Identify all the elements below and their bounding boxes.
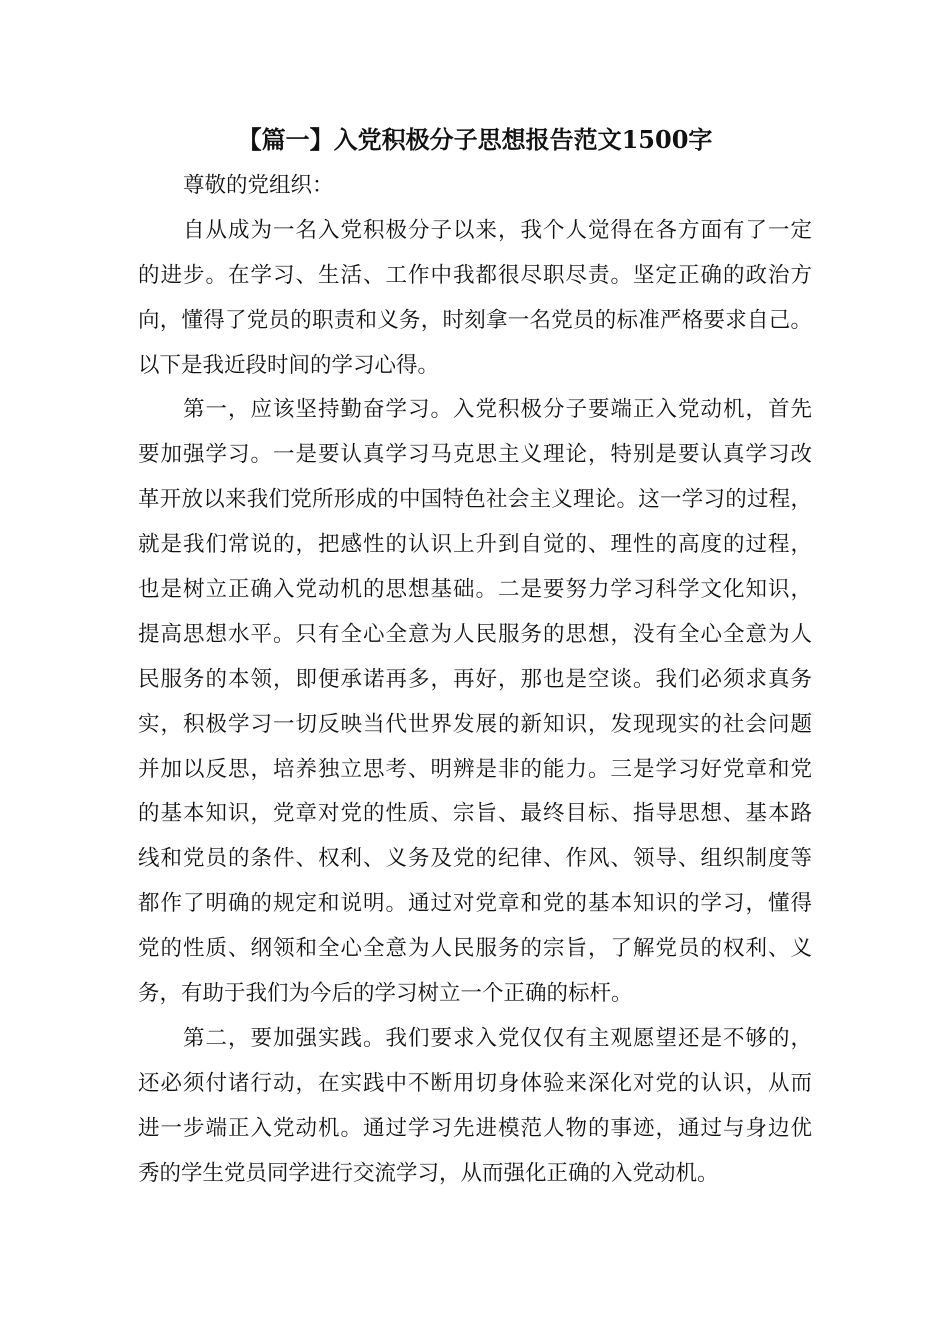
- paragraph: [138, 209, 812, 389]
- text-line: 也是树立正确入党动机的思想基础。二是要努力学习科学文化知识，: [138, 577, 812, 603]
- text-line: 就是我们常说的，把感性的认识上升到自觉的、理性的高度的过程，: [138, 532, 812, 558]
- text-line: 以下是我近段时间的学习心得。: [138, 352, 440, 378]
- text-line: 务，有助于我们为今后的学习树立一个正确的标杆。: [138, 981, 633, 1007]
- paragraphs: [138, 209, 812, 1197]
- paragraph: [138, 1017, 812, 1197]
- text-line: 党的性质、纲领和全心全意为人民服务的宗旨，了解党员的权利、义: [138, 936, 812, 962]
- text-line: 要加强学习。一是要认真学习马克思主义理论，特别是要认真学习改: [138, 442, 812, 468]
- salutation: 尊敬的党组织：: [183, 173, 334, 198]
- text-line: 提高思想水平。只有全心全意为人民服务的思想，没有全心全意为人: [138, 621, 812, 647]
- paragraph: [138, 388, 812, 1016]
- text-line: 还必须付诸行动，在实践中不断用切身体验来深化对党的认识，从而: [138, 1070, 812, 1096]
- text-line: 第一，应该坚持勤奋学习。入党积极分子要端正入党动机，首先: [183, 397, 812, 423]
- text-line: 第二，要加强实践。我们要求入党仅仅有主观愿望还是不够的，: [183, 1025, 812, 1051]
- text-line: 自从成为一名入党积极分子以来，我个人觉得在各方面有了一定: [183, 217, 812, 243]
- text-line: 并加以反思，培养独立思考、明辨是非的能力。三是学习好党章和党: [138, 756, 812, 782]
- document-title: 【篇一】入党积极分子思想报告范文1500字: [237, 125, 713, 154]
- text-line: 革开放以来我们党所形成的中国特色社会主义理论。这一学习的过程，: [138, 487, 812, 513]
- text-line: 都作了明确的规定和说明。通过对党章和党的基本知识的学习，懂得: [138, 891, 812, 917]
- text-line: 秀的学生党员同学进行交流学习，从而强化正确的入党动机。: [138, 1160, 719, 1186]
- document-body: [138, 164, 812, 1196]
- text-line: 民服务的本领，即便承诺再多，再好，那也是空谈。我们必须求真务: [138, 666, 812, 692]
- text-line: 实，积极学习一切反映当代世界发展的新知识，发现现实的社会问题: [138, 711, 812, 737]
- text-line: 线和党员的条件、权利、义务及党的纪律、作风、领导、组织制度等: [138, 846, 812, 872]
- text-line: 的基本知识，党章对党的性质、宗旨、最终目标、指导思想、基本路: [138, 801, 812, 827]
- text-line: 进一步端正入党动机。通过学习先进模范人物的事迹，通过与身边优: [138, 1115, 812, 1141]
- text-line: 向，懂得了党员的职责和义务，时刻拿一名党员的标准严格要求自己。: [138, 307, 812, 333]
- text-line: 的进步。在学习、生活、工作中我都很尽职尽责。坚定正确的政治方: [138, 262, 812, 288]
